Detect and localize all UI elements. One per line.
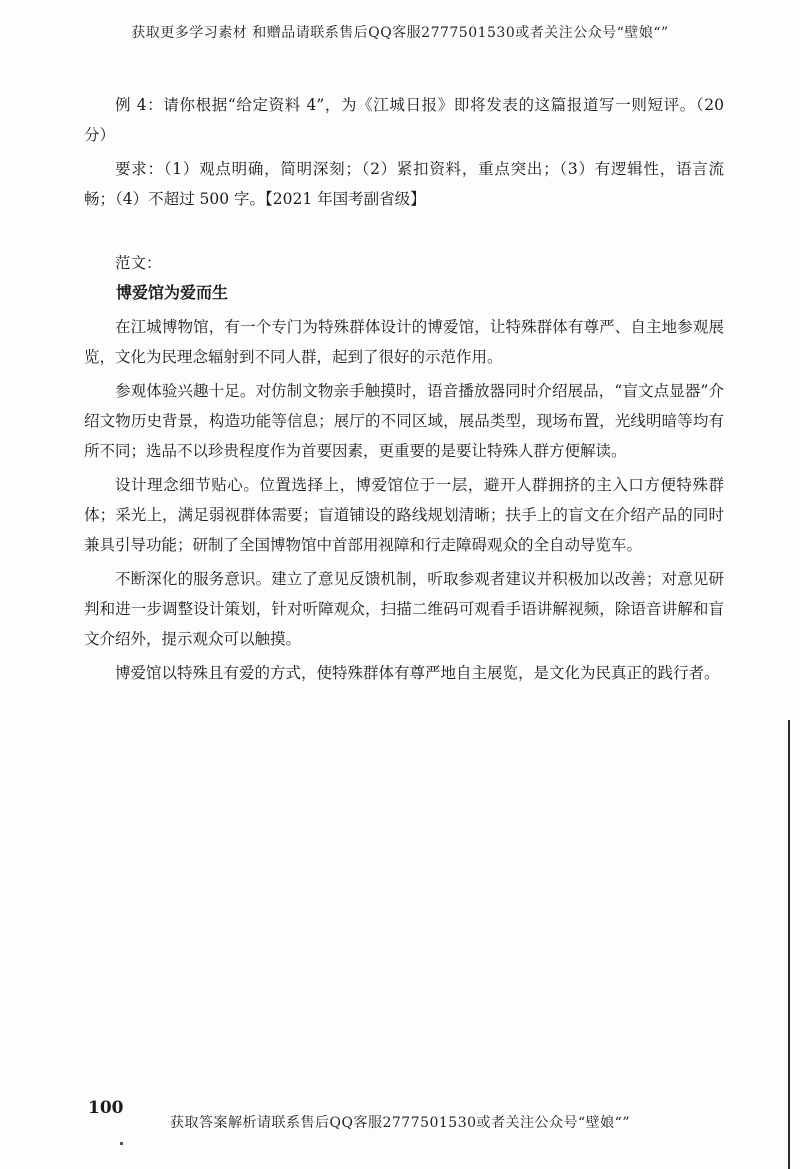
article-paragraph: 参观体验兴趣十足。对仿制文物亲手触摸时，语音播放器同时介绍展品，“盲文点显器”介绍文物历史背景，构造功能等信息；展厅的不同区域，展品类型，现场布置，光线明暗等均有所不同；选品不以珍贵程度作为首要因素，更重要的是要让特殊人群方便解读。 [84, 382, 724, 460]
article-title: 博爱馆为爱而生 [116, 283, 229, 302]
header-promo-text: 获取更多学习素材 和赠品请联系售后QQ客服2777501530或者关注公众号“壁娘“” [131, 25, 669, 41]
scan-edge-line [788, 720, 790, 1169]
article-paragraph: 不断深化的服务意识。建立了意见反馈机制，听取参观者建议并积极加以改善；对意见研判和进一步调整设计策划，针对听障观众，扫描二维码可观看手语讲解视频，除语音讲解和盲文介绍外，提示观众可以触摸。 [84, 570, 724, 648]
page-content [84, 90, 724, 688]
scan-speck [120, 1142, 123, 1145]
article-paragraph: 博爱馆以特殊且有爱的方式，使特殊群体有尊严地自主展览，是文化为民真正的践行者。 [115, 664, 720, 682]
article-paragraph: 在江城博物馆，有一个专门为特殊群体设计的博爱馆，让特殊群体有尊严、自主地参观展览，文化为民理念辐射到不同人群，起到了很好的示范作用。 [84, 318, 724, 366]
page-number: 100 [88, 1098, 124, 1118]
article-paragraph: 设计理念细节贴心。位置选择上，博爱馆位于一层，避开人群拥挤的主入口方便特殊群体；采光上，满足弱视群体需要；盲道铺设的路线规划清晰；扶手上的盲文在介绍产品的同时兼具引导功能；研制了全国博物馆中首部用视障和行走障碍观众的全自动导览车。 [84, 476, 724, 554]
question-requirements: 要求：（1）观点明确，简明深刻；（2）紧扣资料，重点突出；（3）有逻辑性，语言流畅；（4）不超过 500 字。【2021 年国考副省级】 [84, 160, 724, 208]
sample-label: 范文： [115, 254, 162, 272]
question-prompt: 例 4：请你根据“给定资料 4”，为《江城日报》即将发表的这篇报道写一则短评。（20 分） [84, 96, 724, 144]
footer-promo-text: 获取答案解析请联系售后QQ客服2777501530或者关注公众号“壁娘“” [170, 1115, 630, 1131]
